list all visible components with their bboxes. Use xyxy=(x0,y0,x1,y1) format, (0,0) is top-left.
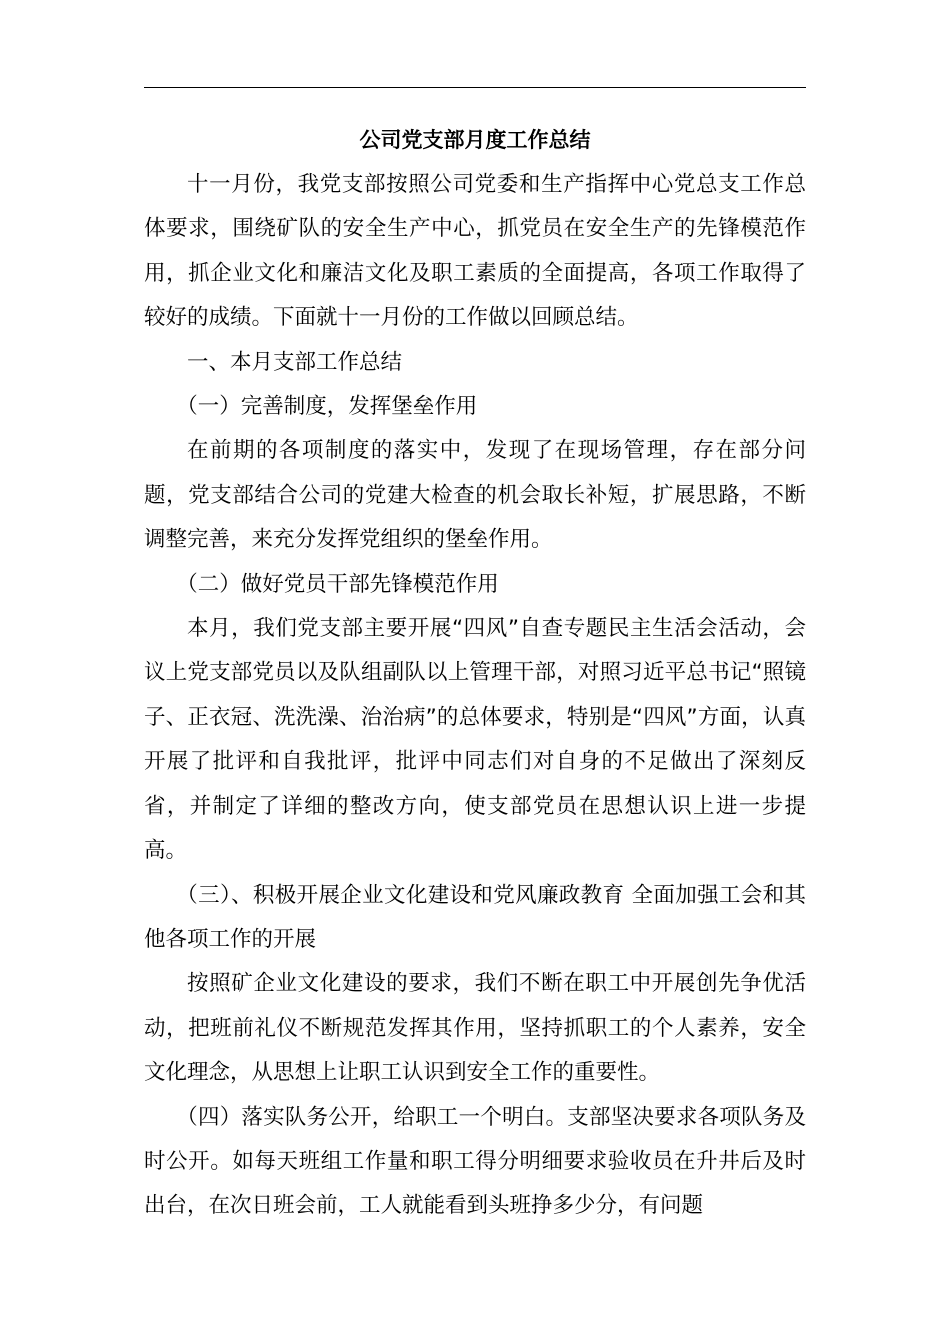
document-title: 公司党支部月度工作总结 xyxy=(359,128,591,152)
subsection-paragraph-4: （四）落实队务公开，给职工一个明白。支部坚决要求各项队务及时公开。如每天班组工作量和职工得分明细要求验收员在升井后及时出台，在次日班会前，工人就能看到头班挣多少分，有问题 xyxy=(144,1104,806,1219)
document-body xyxy=(144,163,806,1229)
body-paragraph-2: 本月，我们党支部主要开展“四风”自查专题民主生活会活动，会议上党支部党员以及队组副队以上管理干部，对照习近平总书记“照镜子、正衣冠、洗洗澡、治治病”的总体要求，特别是“四风”方面，认真开展了批评和自我批评，批评中同志们对自身的不足做出了深刻反省，并制定了详细的整改方向，使支部党员在思想认识上进一步提高。 xyxy=(144,616,806,864)
header-rule xyxy=(144,87,806,88)
subsection-heading-1: （一）完善制度，发挥堡垒作用 xyxy=(176,394,478,420)
subsection-heading-2: （二）做好党员干部先锋模范作用 xyxy=(176,571,499,597)
intro-paragraph: 十一月份，我党支部按照公司党委和生产指挥中心党总支工作总体要求，围绕矿队的安全生产中心，抓党员在安全生产的先锋模范作用，抓企业文化和廉洁文化及职工素质的全面提高，各项工作取得了较好的成绩。下面就十一月份的工作做以回顾总结。 xyxy=(144,172,806,331)
section-heading-1: 一、本月支部工作总结 xyxy=(187,349,403,375)
body-paragraph-1: 在前期的各项制度的落实中，发现了在现场管理，存在部分问题，党支部结合公司的党建大检查的机会取长补短，扩展思路，不断调整完善，来充分发挥党组织的堡垒作用。 xyxy=(144,438,806,553)
body-paragraph-3: 按照矿企业文化建设的要求，我们不断在职工中开展创先争优活动，把班前礼仪不断规范发挥其作用，坚持抓职工的个人素养，安全文化理念，从思想上让职工认识到安全工作的重要性。 xyxy=(144,971,806,1086)
subsection-heading-3: （三）、积极开展企业文化建设和党风廉政教育 全面加强工会和其他各项工作的开展 xyxy=(144,882,806,952)
